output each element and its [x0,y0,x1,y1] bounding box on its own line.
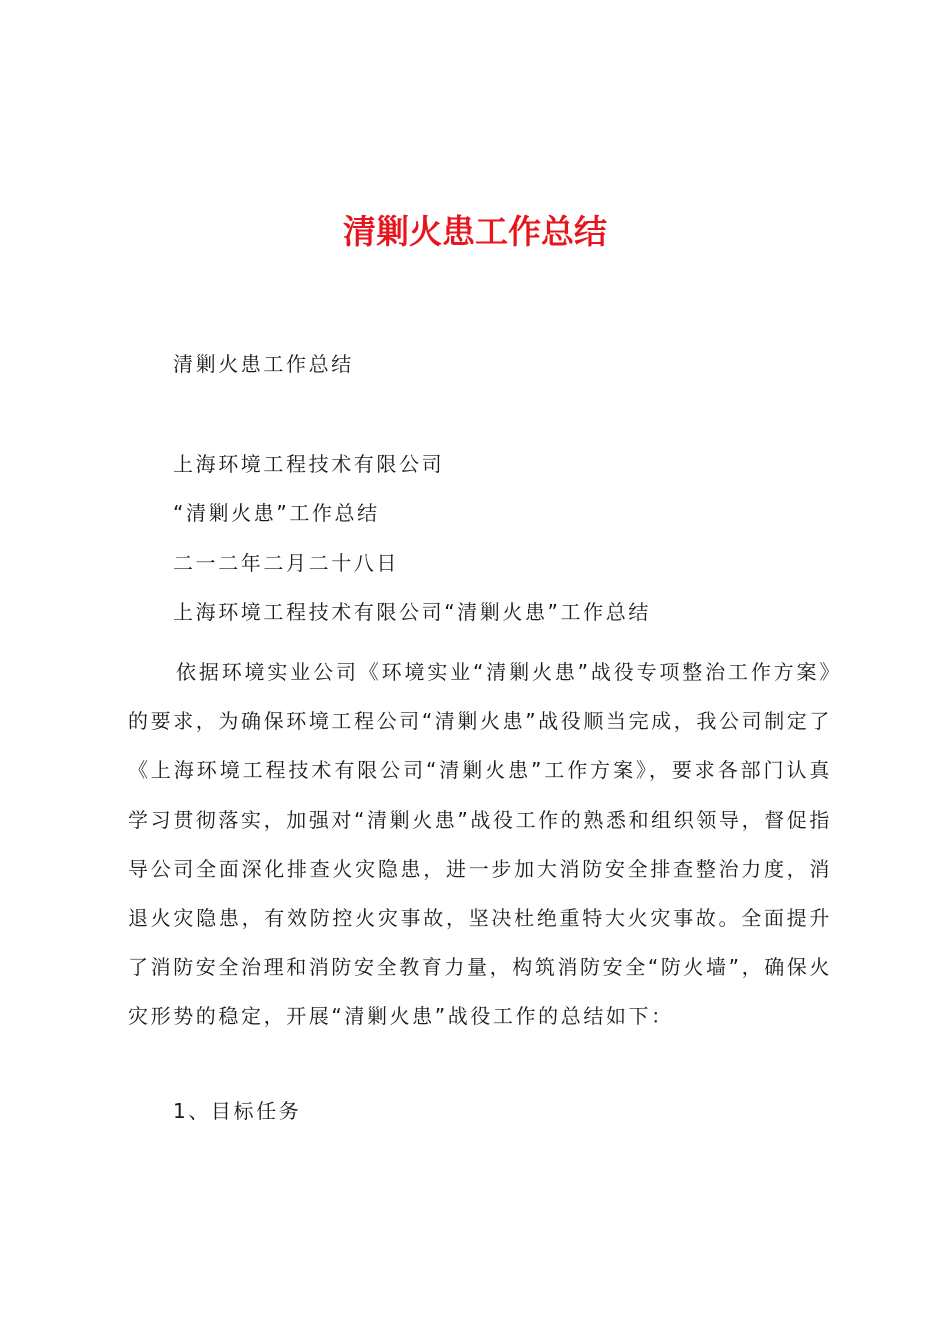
document-date: 二一二年二月二十八日 [173,551,399,575]
summary-name: “清剿火患”工作总结 [173,501,380,525]
company-name: 上海环境工程技术有限公司 [173,452,445,476]
full-heading: 上海环境工程技术有限公司“清剿火患”工作总结 [173,600,651,624]
intro-paragraph: 依据环境实业公司《环境实业“清剿火患”战役专项整治工作方案》的要求，为确保环境工程公司“清剿火患”战役顺当完成，我公司制定了《上海环境工程技术有限公司“清剿火患”工作方案》，要求各部门认真学习贯彻落实，加强对“清剿火患”战役工作的熟悉和组织领导，督促指导公司全面深化排查火灾隐患，进一步加大消防安全排查整治力度，消退火灾隐患，有效防控火灾事故，坚决杜绝重特大火灾事故。全面提升了消防安全治理和消防安全教育力量，构筑消防安全“防火墙”，确保火灾形势的稳定，开展“清剿火患”战役工作的总结如下： [128,660,832,1029]
document-subtitle: 清剿火患工作总结 [173,352,354,376]
document-title: 清剿火患工作总结 [343,212,607,251]
section-heading-1: 1、目标任务 [173,1099,302,1123]
